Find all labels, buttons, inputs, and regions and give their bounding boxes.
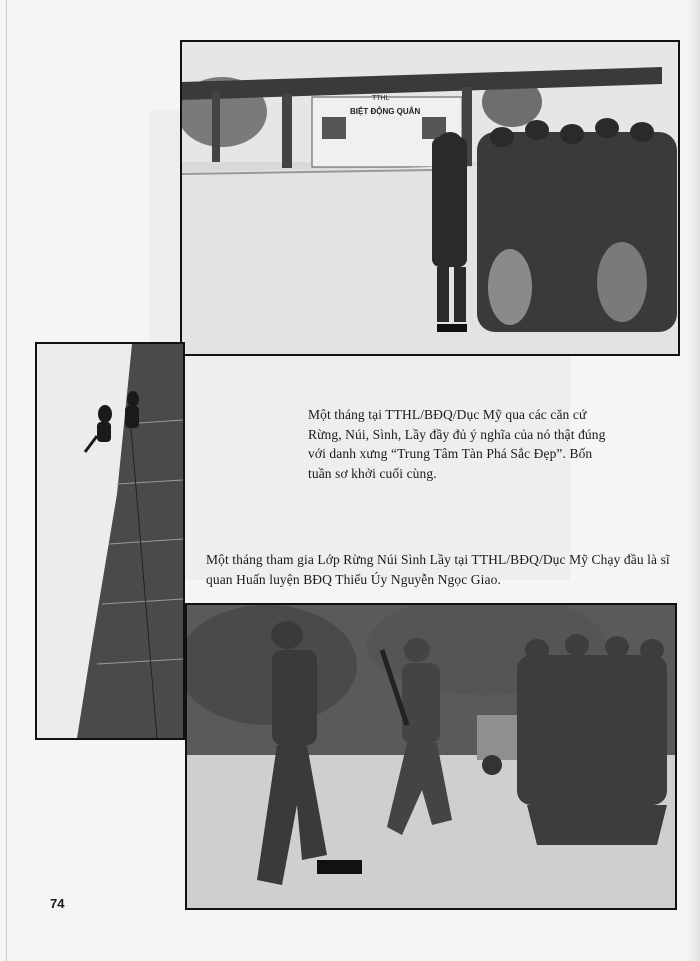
page-edge-shadow xyxy=(686,0,700,961)
gate-photo-graphic xyxy=(182,42,678,354)
climbing-photo-graphic xyxy=(37,344,183,738)
gate-sign-top: TTHL xyxy=(372,95,390,102)
gate-sign: BIỆT ĐỘNG QUÂN xyxy=(350,107,421,116)
caption-right: Một tháng tại TTHL/BĐQ/Dục Mỹ qua các căn cứ Rừng, Núi, Sình, Lầy đầy đủ ý nghĩa của nó thật đúng với danh xưng “Trung Tâm Tàn Phá Sắc Đẹp”. Bốn tuần sơ khởi cuối cùng. xyxy=(308,407,606,481)
page-binding-line xyxy=(6,0,7,961)
photo-training-center-gate xyxy=(180,40,680,356)
photo-climbing-wall xyxy=(35,342,185,740)
caption-middle: Một tháng tham gia Lớp Rừng Núi Sình Lầy tại TTHL/BĐQ/Dục Mỹ Chạy đầu là sĩ quan Huấn luyện BĐQ Thiếu Úy Nguyễn Ngọc Giao. xyxy=(206,552,670,587)
page-number: 74 xyxy=(50,896,65,911)
photo-soldiers-running xyxy=(185,603,677,910)
running-photo-graphic xyxy=(187,605,675,908)
